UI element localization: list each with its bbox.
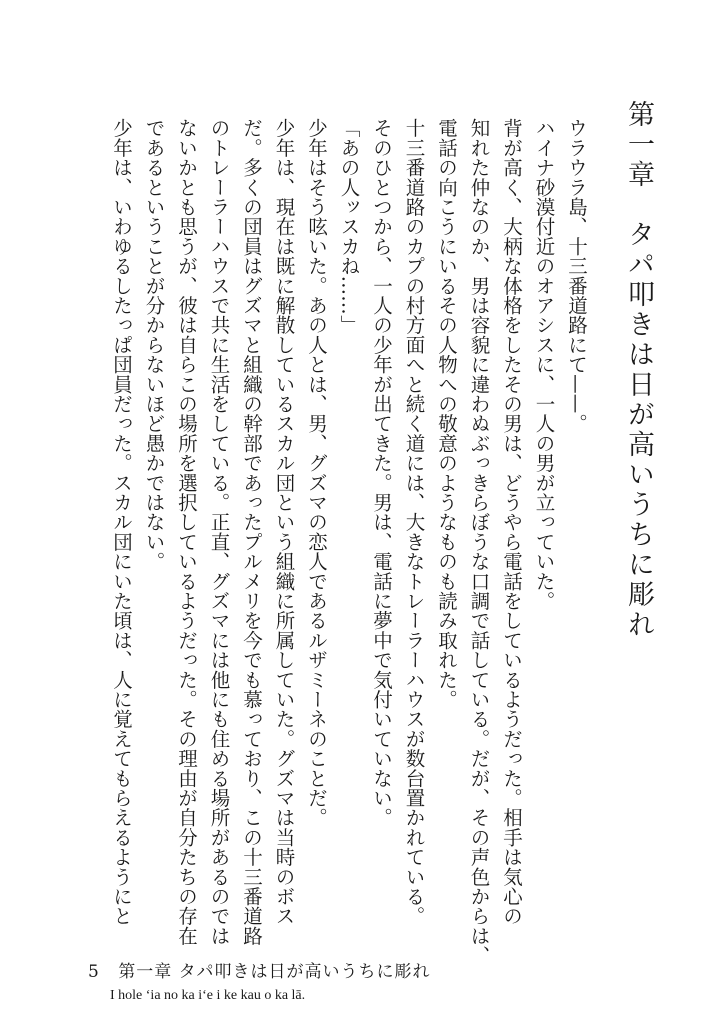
body-line: 少年はそう呟いた。あの人とは、男、グズマの恋人であるルザミーネのことだ。 — [305, 118, 328, 828]
body-line: であるということが分からないほど愚かではない。 — [142, 118, 166, 572]
body-line: ないかとも思うが、彼は自らこの場所を選択しているようだった。その理由が自分たちの存在 — [175, 118, 198, 946]
chapter-title: 第一章 タパ叩きは日が高いうちに彫れ — [623, 100, 654, 640]
body-line: ウラウラ島、十三番道路にて——。 — [565, 118, 588, 434]
body-line: 少年は、いわゆるしたっぱ団員だった。スカル団にいた頃は、人に覚えてもらえるようにと — [110, 118, 133, 926]
running-title: 第一章 タパ叩きは日が高いうちに彫れ — [118, 962, 431, 982]
body-line: だ。多くの団員はグズマと組織の幹部であったプルメリを今でも慕っており、この十三番道路 — [240, 118, 263, 946]
body-line: のトレーラーハウスで共に生活をしている。正直、グズマには他にも住める場所があるのでは — [207, 118, 231, 946]
page-footer — [88, 957, 430, 982]
body-line: 背が高く、大柄な体格をしたその男は、どうやら電話をしているようだった。相手は気心の — [500, 118, 523, 926]
proverb-line: I hole ‘ia no ka i‘e i ke kau o ka lā. — [110, 988, 306, 1003]
body-line: 十三番道路のカプの村方面へと続く道には、大きなトレーラーハウスが数台置かれている。 — [402, 118, 426, 926]
body-line: 少年は、現在は既に解散しているスカル団という組織に所属していた。グズマは当時のボス — [272, 118, 296, 926]
body-line: そのひとつから、一人の少年が出てきた。男は、電話に夢中で気付いていない。 — [370, 118, 393, 828]
body-line: 知れた仲なのか、男は容貌に違わぬぶっきらぼうな口調で話している。だが、その声色からは、 — [467, 118, 491, 966]
body-line: 「あの人ッスカね……」 — [337, 118, 361, 335]
page-number: 5 — [88, 962, 100, 982]
body-line: ハイナ砂漠付近のオアシスに、一人の男が立っていた。 — [532, 118, 556, 611]
body-text — [105, 118, 593, 966]
body-line: 電話の向こうにいるその人物への敬意のようなものも読み取れた。 — [435, 118, 458, 709]
